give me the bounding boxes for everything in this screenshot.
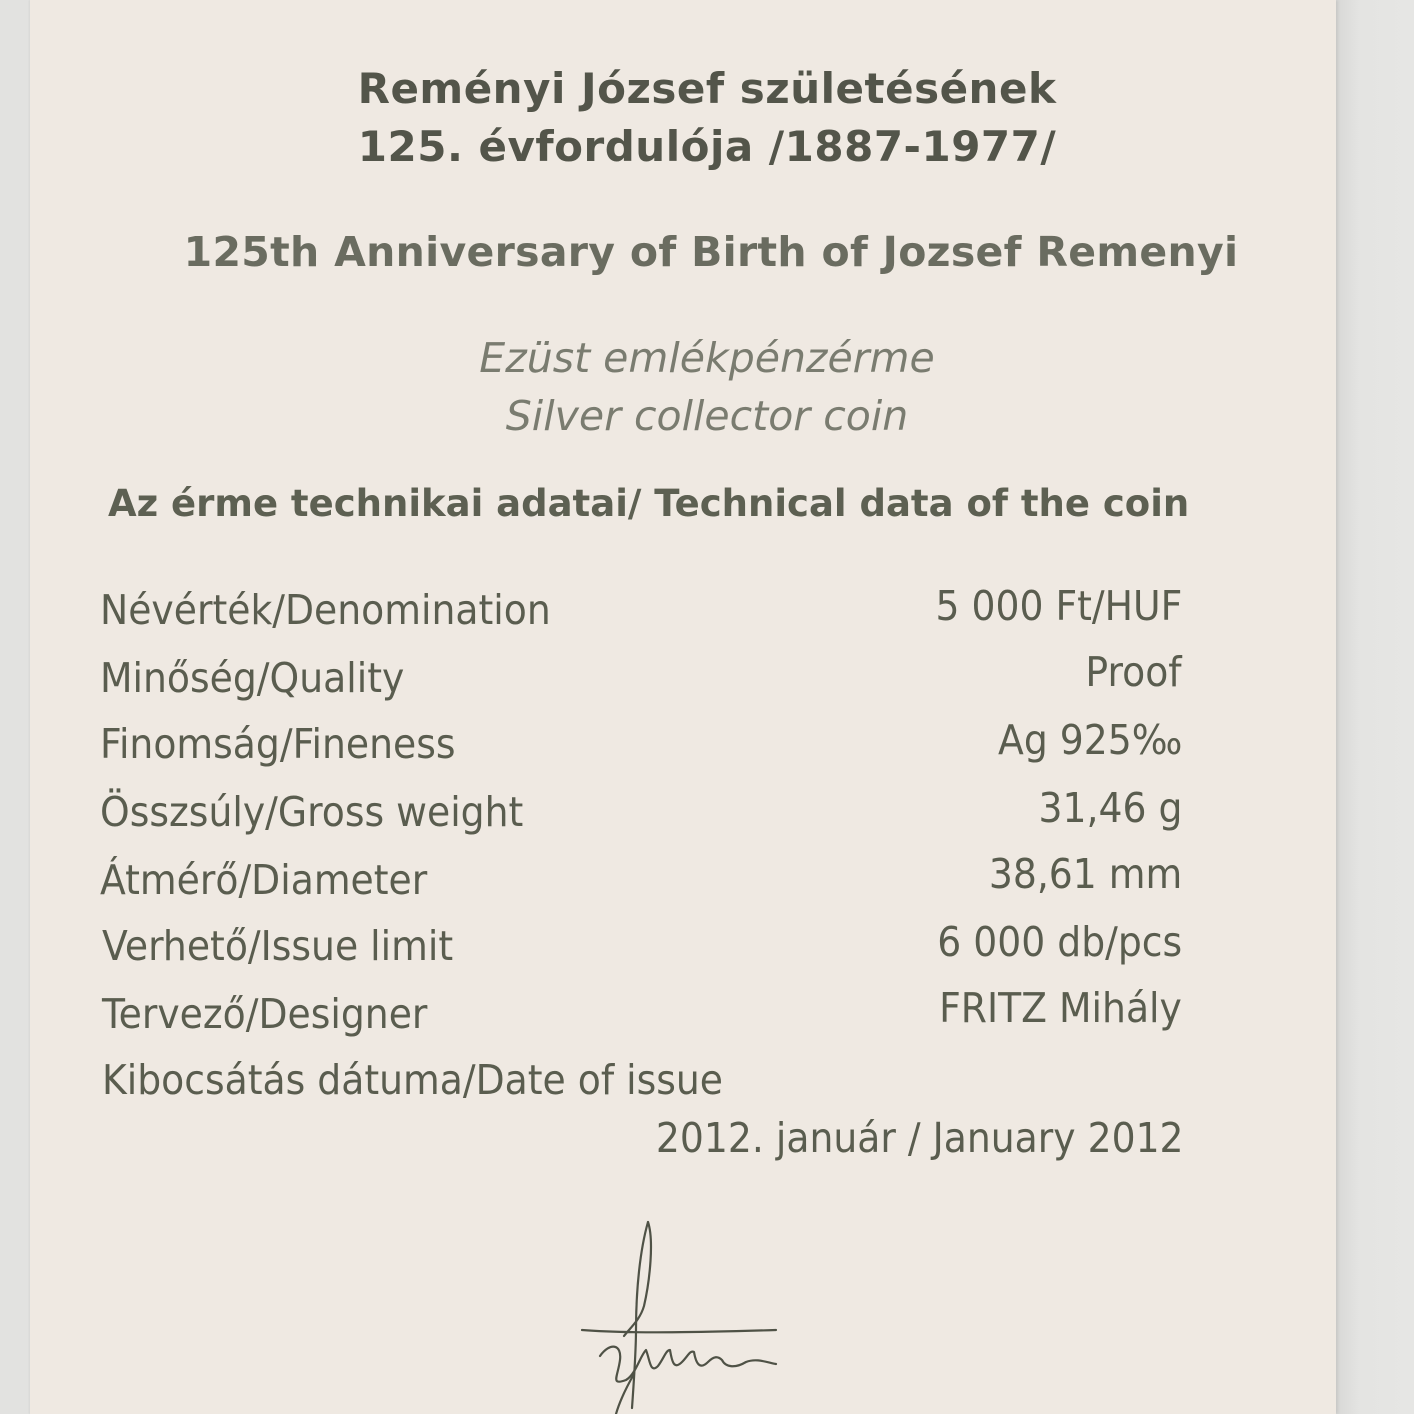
issue-date-label: Kibocsátás dátuma/Date of issue	[102, 1056, 723, 1104]
certificate-card	[30, 0, 1336, 1414]
signature-mark	[570, 1210, 800, 1414]
title-hungarian-line2: 125. évfordulója /1887-1977/	[357, 122, 1057, 171]
spec-label: Névérték/Denomination	[100, 586, 551, 634]
spec-label: Összsúly/Gross weight	[100, 788, 524, 836]
background-edge	[1336, 0, 1414, 1414]
title-hungarian-line1: Reményi József születésének	[357, 64, 1057, 113]
title-english: 125th Anniversary of Birth of Jozsef Remenyi	[183, 228, 1239, 276]
spec-label: Finomság/Fineness	[100, 720, 456, 768]
spec-value: 38,61 mm	[988, 850, 1182, 898]
coin-type-english: Silver collector coin	[505, 392, 909, 440]
spec-value: FRITZ Mihály	[939, 984, 1182, 1032]
spec-label: Minőség/Quality	[100, 654, 405, 702]
spec-value: Ag 925‰	[997, 716, 1182, 764]
issue-date-value: 2012. január / January 2012	[656, 1114, 1184, 1162]
spec-value: Proof	[1085, 648, 1182, 696]
spec-value: 31,46 g	[1038, 784, 1182, 832]
spec-value: 6 000 db/pcs	[937, 918, 1182, 966]
spec-value: 5 000 Ft/HUF	[935, 582, 1182, 630]
coin-type-hungarian: Ezüst emlékpénzérme	[479, 334, 935, 382]
technical-data-heading: Az érme technikai adatai/ Technical data of the coin	[108, 482, 1190, 525]
spec-label: Verhető/Issue limit	[102, 922, 454, 970]
spec-label: Tervező/Designer	[102, 990, 428, 1038]
spec-label: Átmérő/Diameter	[100, 856, 428, 904]
